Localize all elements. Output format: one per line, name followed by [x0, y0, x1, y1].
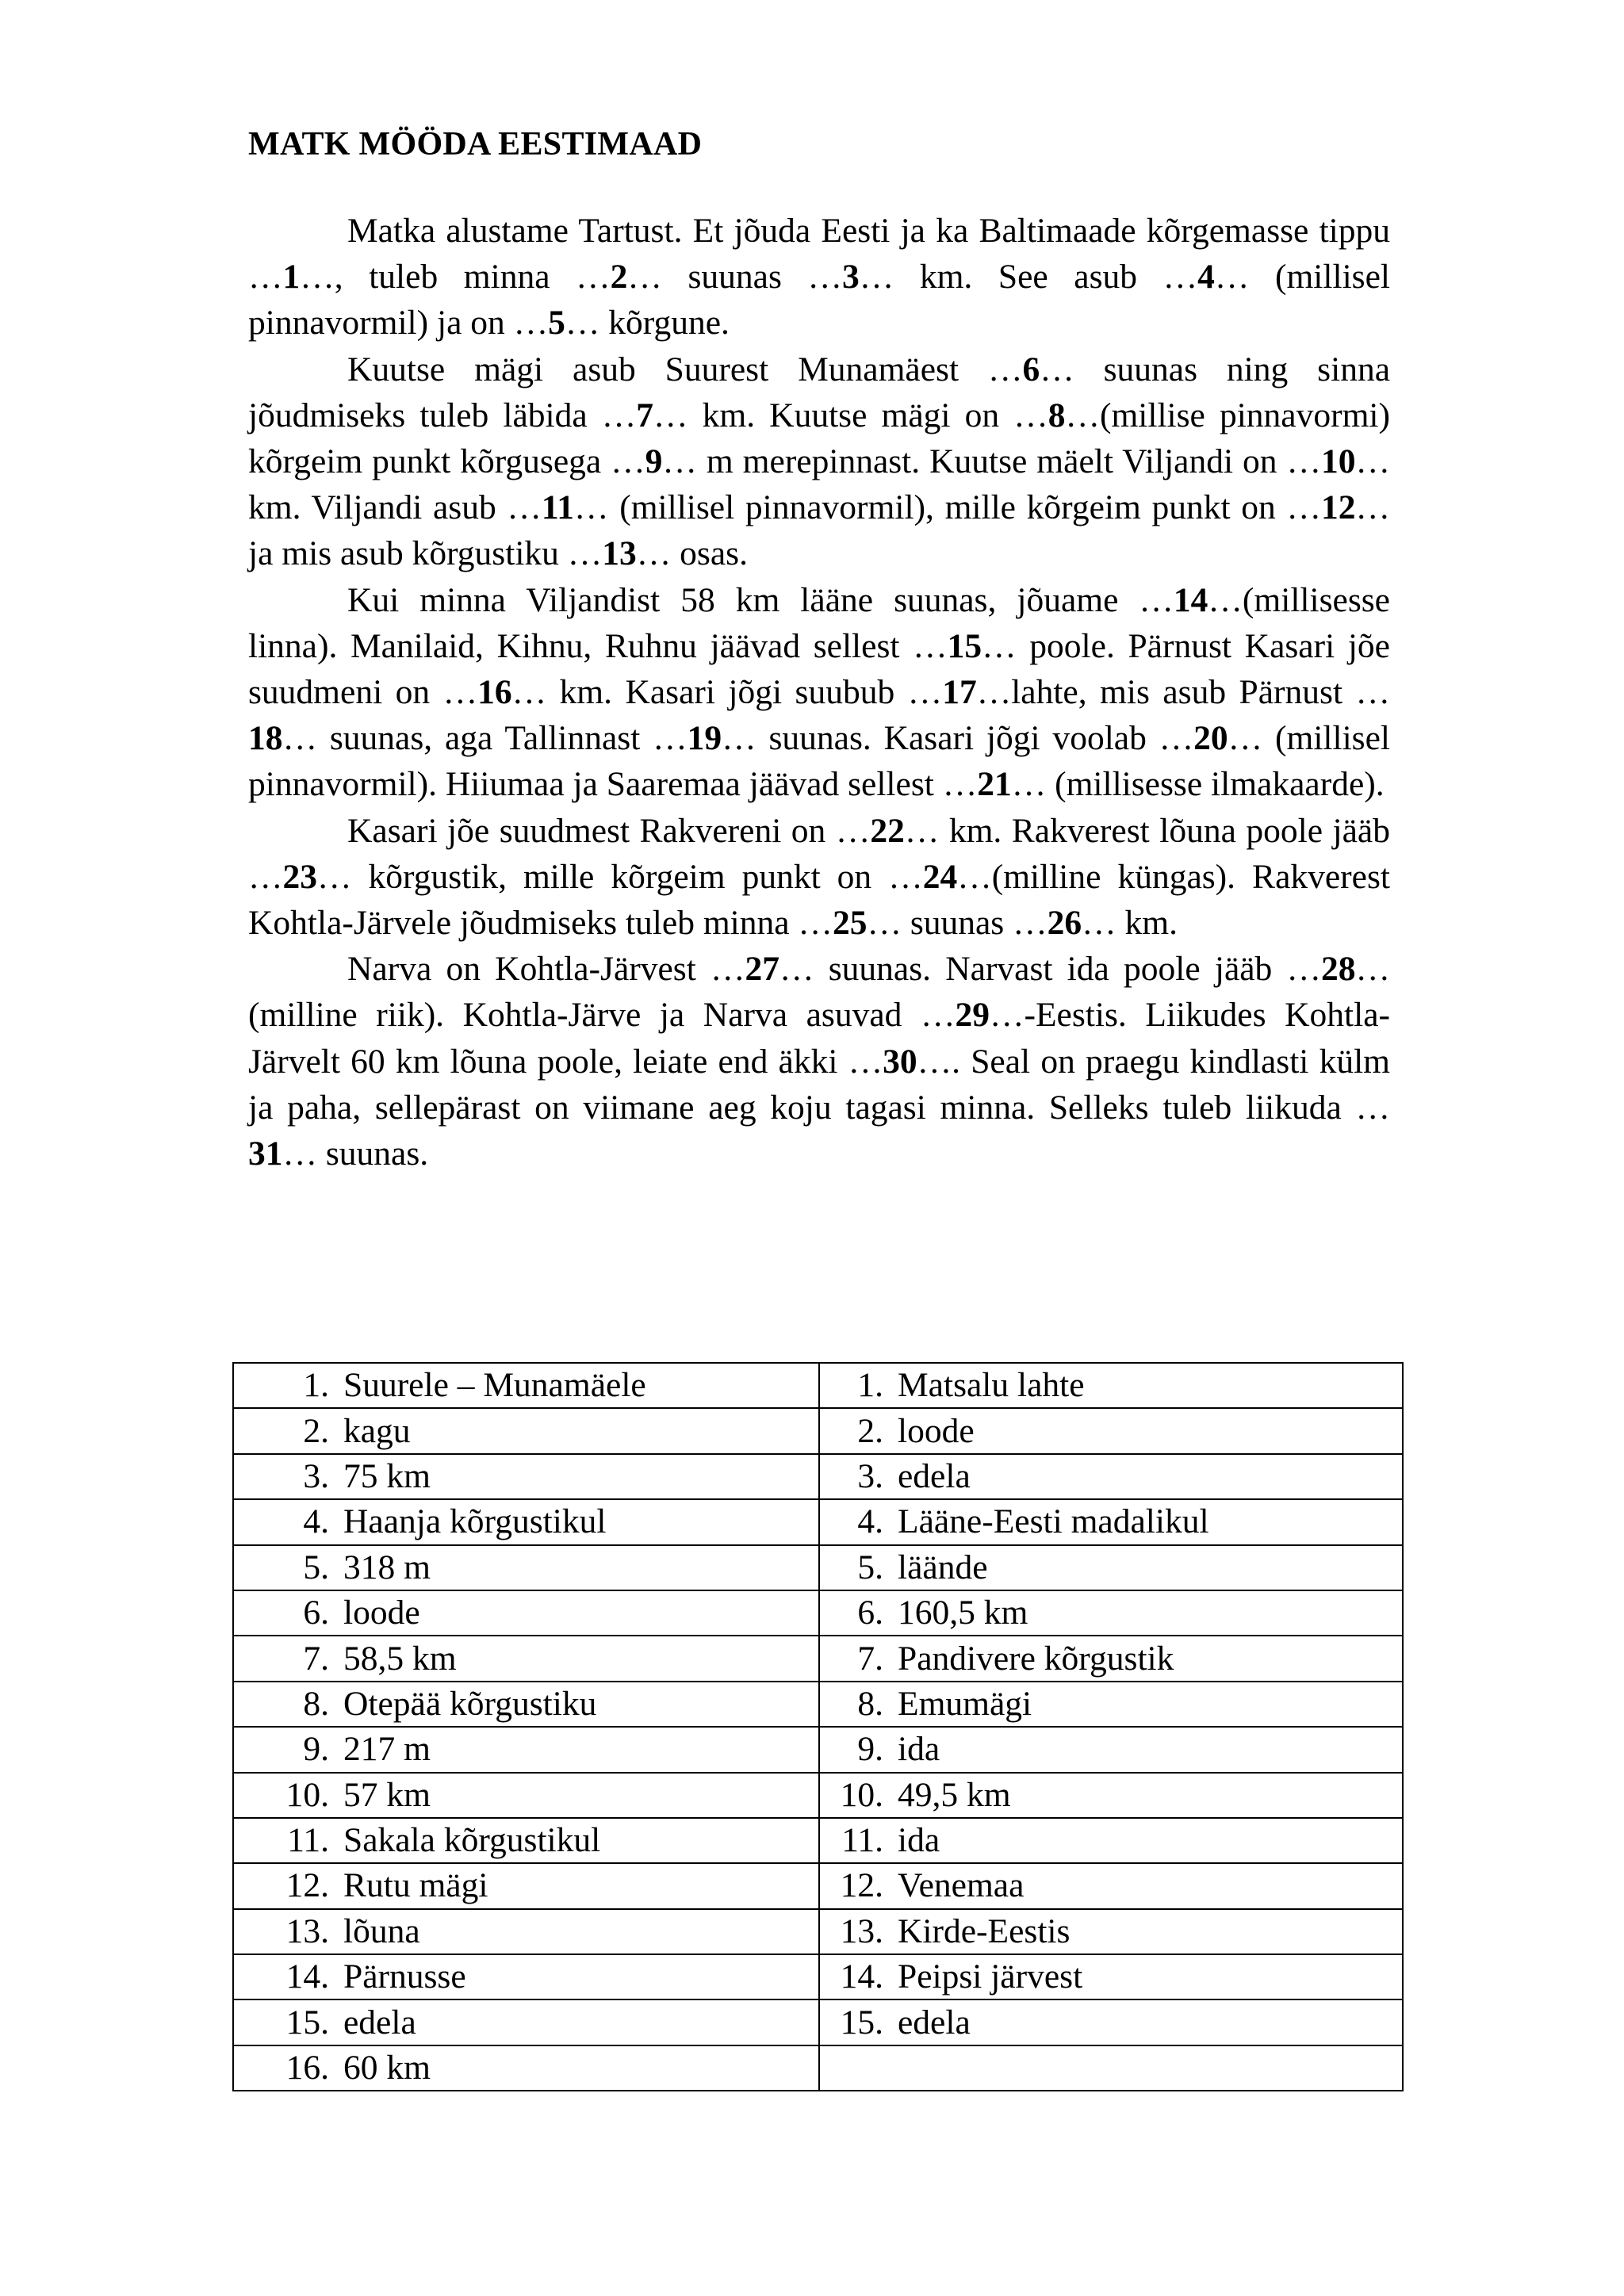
- answer-number: 16.: [285, 2049, 329, 2087]
- right-answer-cell: [819, 1863, 1403, 1908]
- blank-number: 15: [947, 626, 982, 665]
- paragraph: [248, 808, 1390, 947]
- text-segment: … suunas …: [867, 904, 1048, 943]
- text-segment: Kuutse mägi asub Suurest Munamäest …: [347, 350, 1023, 388]
- left-answer-cell: [233, 1590, 819, 1636]
- text-segment: … km.: [1082, 904, 1178, 943]
- text-segment: … suunas …: [627, 258, 842, 297]
- text-segment: Kasari jõe suudmest Rakvereni on …: [347, 811, 871, 850]
- text-segment: … (millisel pinnavormil). Hiiumaa ja Saaremaa jäävad sellest …: [248, 719, 1390, 804]
- table-row: [233, 1727, 1403, 1772]
- blank-number: 22: [870, 811, 905, 850]
- answer-number: 2.: [303, 1411, 329, 1450]
- right-answer-cell: [819, 1909, 1403, 1954]
- text-segment: Narva on Kohtla-Järvest …: [347, 950, 745, 989]
- right-answer-cell: [819, 1954, 1403, 1999]
- blank-number: 23: [282, 857, 317, 896]
- right-answer-cell: [819, 1545, 1403, 1590]
- answer-value: 58,5 km: [343, 1639, 457, 1678]
- left-answer-cell: [233, 1818, 819, 1863]
- blank-number: 21: [977, 765, 1012, 804]
- left-answer-cell: [233, 1545, 819, 1590]
- right-answer-cell: [819, 1773, 1403, 1818]
- answer-number: 9.: [303, 1730, 329, 1769]
- answer-value: Peipsi järvest: [898, 1957, 1083, 1996]
- table-row: [233, 1408, 1403, 1453]
- answer-value: 57 km: [343, 1775, 431, 1814]
- blank-number: 10: [1321, 442, 1356, 481]
- blank-number: 20: [1193, 719, 1228, 758]
- text-segment: …, tuleb minna …: [300, 258, 611, 297]
- right-answer-cell: [819, 1636, 1403, 1681]
- answer-value: Suurele – Munamäele: [343, 1366, 646, 1405]
- table-row: [233, 1863, 1403, 1908]
- answer-value: 160,5 km: [898, 1594, 1028, 1632]
- answer-number: 3.: [303, 1456, 329, 1495]
- answer-value: Kirde-Eestis: [898, 1911, 1071, 1950]
- text-segment: Kui minna Viljandist 58 km lääne suunas, jõuame …: [347, 580, 1174, 619]
- blank-number: 8: [1048, 396, 1066, 434]
- table-row: [233, 1682, 1403, 1727]
- answer-number: 1.: [857, 1366, 883, 1405]
- left-answer-cell: [233, 1999, 819, 2045]
- left-answer-cell: [233, 1363, 819, 1408]
- left-answer-cell: [233, 1682, 819, 1727]
- left-answer-cell: [233, 1954, 819, 1999]
- blank-number: 16: [477, 673, 512, 712]
- text-segment: Matka alustame Tartust. Et jõuda Eesti ja ka Baltimaade kõrgemasse tippu …: [248, 212, 1390, 297]
- table-row: [233, 1773, 1403, 1818]
- text-segment: … suunas. Kasari jõgi voolab …: [722, 719, 1194, 758]
- blank-number: 19: [687, 719, 722, 758]
- answer-value: 49,5 km: [898, 1775, 1011, 1814]
- answer-value: ida: [898, 1821, 940, 1860]
- text-segment: … km. Rakverest lõuna poole jääb …: [248, 811, 1390, 896]
- answer-number: 3.: [857, 1456, 883, 1495]
- answer-number: 9.: [857, 1730, 883, 1769]
- text-segment: …-Eestis. Liikudes Kohtla-Järvelt 60 km lõuna poole, leiate end äkki …: [248, 996, 1390, 1081]
- answer-number: 6.: [857, 1594, 883, 1632]
- answer-value: Pärnusse: [343, 1957, 466, 1996]
- blank-number: 30: [883, 1042, 917, 1081]
- text-segment: … km. Viljandi asub …: [248, 442, 1390, 527]
- table-row: [233, 1590, 1403, 1636]
- table-row: [233, 1954, 1403, 1999]
- answer-value: 318 m: [343, 1548, 431, 1586]
- right-answer-cell: [819, 1999, 1403, 2045]
- blank-number: 29: [955, 996, 990, 1035]
- table-row: [233, 1999, 1403, 2045]
- left-answer-cell: [233, 1454, 819, 1499]
- text-segment: … km. Kasari jõgi suubub …: [511, 673, 943, 712]
- left-answer-cell: [233, 1408, 819, 1453]
- table-row: [233, 1363, 1403, 1408]
- answer-value: 75 km: [343, 1456, 431, 1495]
- right-answer-cell: [819, 1818, 1403, 1863]
- text-segment: … ja mis asub kõrgustiku …: [248, 488, 1390, 573]
- text-segment: …lahte, mis asub Pärnust …: [976, 673, 1390, 712]
- text-segment: … suunas. Narvast ida poole jääb …: [779, 950, 1322, 989]
- answer-number: 5.: [857, 1548, 883, 1586]
- answer-value: 217 m: [343, 1730, 431, 1769]
- answer-number: 12.: [285, 1866, 329, 1905]
- text-segment: … kõrgune.: [565, 304, 730, 342]
- right-answer-cell: [819, 1454, 1403, 1499]
- text-segment: …(millisesse linna). Manilaid, Kihnu, Ruhnu jäävad sellest …: [248, 580, 1390, 665]
- paragraph: [248, 946, 1390, 1177]
- answer-value: 60 km: [343, 2049, 431, 2087]
- text-segment: …. Seal on praegu kindlasti külm ja paha, sellepärast on viimane aeg koju tagasi minna. Selleks tuleb liikuda …: [248, 1042, 1391, 1127]
- right-answer-cell: [819, 1499, 1403, 1544]
- answer-number: 15.: [285, 2003, 329, 2042]
- answer-value: Matsalu lahte: [898, 1366, 1085, 1405]
- right-answer-cell: [819, 2045, 1403, 2091]
- answer-number: 5.: [303, 1548, 329, 1586]
- text-segment: … (millisesse ilmakaarde).: [1011, 765, 1385, 804]
- blank-number: 24: [922, 857, 958, 896]
- blank-number: 31: [248, 1135, 283, 1173]
- answer-number: 8.: [303, 1684, 329, 1723]
- blank-number: 1: [282, 258, 301, 297]
- text-segment: … suunas ning sinna jõudmiseks tuleb läbida …: [248, 350, 1390, 434]
- answer-value: Otepää kõrgustiku: [343, 1684, 597, 1723]
- answer-value: Sakala kõrgustikul: [343, 1821, 601, 1860]
- text-segment: … (millisel pinnavormil), mille kõrgeim punkt on …: [574, 488, 1321, 527]
- text-segment: … suunas.: [282, 1135, 429, 1173]
- left-answer-cell: [233, 1773, 819, 1818]
- blank-number: 2: [610, 258, 628, 297]
- answer-number: 7.: [857, 1639, 883, 1678]
- text-segment: … km. See asub …: [859, 258, 1198, 297]
- right-answer-cell: [819, 1590, 1403, 1636]
- answer-number: 7.: [303, 1639, 329, 1678]
- answer-number: 11.: [287, 1821, 329, 1860]
- answer-value: Haanja kõrgustikul: [343, 1502, 607, 1541]
- left-answer-cell: [233, 1636, 819, 1681]
- text-segment: …(milline küngas). Rakverest Kohtla-Järvele jõudmiseks tuleb minna …: [248, 857, 1390, 943]
- answer-value: edela: [898, 2003, 971, 2042]
- blank-number: 17: [942, 673, 977, 712]
- answer-number: 6.: [303, 1594, 329, 1632]
- blank-number: 13: [602, 534, 637, 573]
- answer-number: 10.: [285, 1775, 329, 1814]
- blank-number: 5: [548, 304, 565, 342]
- answer-number: 1.: [303, 1366, 329, 1405]
- answer-value: kagu: [343, 1411, 411, 1450]
- answer-number: 11.: [841, 1821, 883, 1860]
- table-row: [233, 1499, 1403, 1544]
- text-segment: … poole. Pärnust Kasari jõe suudmeni on …: [248, 626, 1390, 712]
- answer-value: Venemaa: [898, 1866, 1025, 1905]
- answer-number: 12.: [840, 1866, 883, 1905]
- table-row: [233, 1818, 1403, 1863]
- answer-value: edela: [898, 1456, 971, 1495]
- left-answer-cell: [233, 1727, 819, 1772]
- answer-number: 15.: [840, 2003, 883, 2042]
- answer-value: lõuna: [343, 1911, 420, 1950]
- exercise-text: [248, 208, 1390, 1177]
- answer-value: Pandivere kõrgustik: [898, 1639, 1174, 1678]
- paragraph: [248, 577, 1390, 808]
- answer-table: [232, 1362, 1404, 2091]
- text-segment: … (milline riik). Kohtla-Järve ja Narva asuvad …: [248, 950, 1391, 1035]
- paragraph: [248, 346, 1390, 577]
- answer-number: 13.: [285, 1911, 329, 1950]
- blank-number: 9: [645, 442, 663, 481]
- table-row: [233, 1636, 1403, 1681]
- text-segment: … suunas, aga Tallinnast …: [282, 719, 688, 758]
- right-answer-cell: [819, 1727, 1403, 1772]
- blank-number: 12: [1320, 488, 1356, 527]
- text-segment: … osas.: [636, 534, 748, 573]
- blank-number: 18: [248, 719, 283, 758]
- answer-value: Rutu mägi: [343, 1866, 488, 1905]
- answer-value: Emumägi: [898, 1684, 1032, 1723]
- answer-value: ida: [898, 1730, 940, 1769]
- text-segment: …(millise pinnavormi) kõrgeim punkt kõrgusega …: [248, 396, 1390, 481]
- answer-number: 14.: [285, 1957, 329, 1996]
- text-segment: … km. Kuutse mägi on …: [653, 396, 1048, 434]
- blank-number: 11: [541, 488, 575, 527]
- answer-value: loode: [343, 1594, 420, 1632]
- blank-number: 26: [1047, 904, 1082, 943]
- text-segment: … m merepinnast. Kuutse mäelt Viljandi on …: [662, 442, 1321, 481]
- blank-number: 28: [1321, 950, 1356, 989]
- answer-value: loode: [898, 1411, 975, 1450]
- answer-number: 13.: [840, 1911, 883, 1950]
- answer-number: 4.: [303, 1502, 329, 1541]
- answer-number: 14.: [840, 1957, 883, 1996]
- answer-number: 10.: [840, 1775, 883, 1814]
- left-answer-cell: [233, 2045, 819, 2091]
- answer-value: läände: [898, 1548, 988, 1586]
- left-answer-cell: [233, 1499, 819, 1544]
- blank-number: 25: [832, 904, 868, 943]
- right-answer-cell: [819, 1408, 1403, 1453]
- table-row: [233, 1454, 1403, 1499]
- text-segment: … kõrgustik, mille kõrgeim punkt on …: [317, 857, 923, 896]
- paragraph: [248, 208, 1390, 346]
- blank-number: 27: [745, 950, 780, 989]
- blank-number: 6: [1022, 350, 1040, 388]
- page-title: MATK MÖÖDA EESTIMAAD: [248, 126, 703, 163]
- blank-number: 4: [1197, 258, 1215, 297]
- right-answer-cell: [819, 1682, 1403, 1727]
- answer-value: Lääne-Eesti madalikul: [898, 1502, 1209, 1541]
- answer-number: 8.: [857, 1684, 883, 1723]
- answer-number: 4.: [857, 1502, 883, 1541]
- blank-number: 14: [1173, 580, 1208, 619]
- blank-number: 3: [841, 258, 860, 297]
- answer-value: edela: [343, 2003, 416, 2042]
- table-row: [233, 1545, 1403, 1590]
- right-answer-cell: [819, 1363, 1403, 1408]
- text-segment: … (millisel pinnavormil) ja on …: [248, 258, 1390, 342]
- left-answer-cell: [233, 1909, 819, 1954]
- table-row: [233, 2045, 1403, 2091]
- answer-number: 2.: [857, 1411, 883, 1450]
- table-row: [233, 1909, 1403, 1954]
- blank-number: 7: [636, 396, 653, 434]
- left-answer-cell: [233, 1863, 819, 1908]
